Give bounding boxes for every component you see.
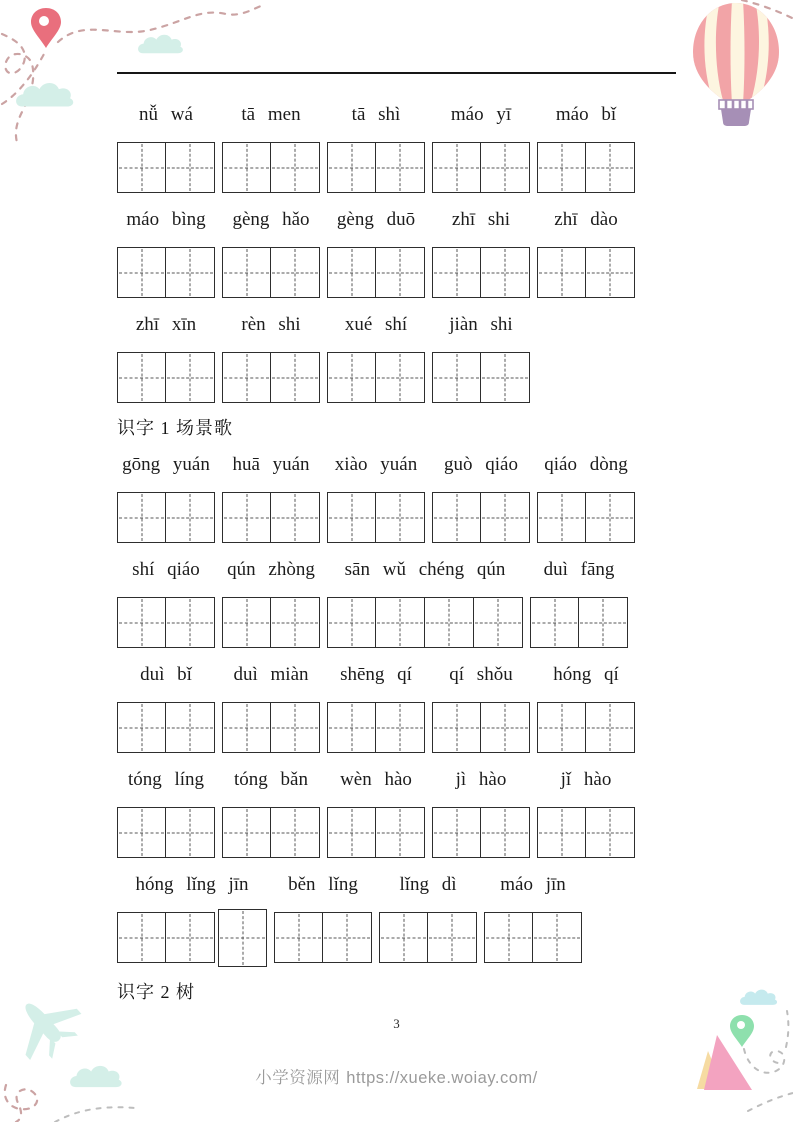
word-group [117,101,215,193]
writing-cell[interactable] [586,492,635,543]
writing-grids [484,912,582,963]
writing-cell[interactable] [117,247,166,298]
pinyin-word-row [117,766,677,858]
writing-grids [117,912,267,967]
writing-cell[interactable] [222,702,271,753]
cloud-icon [740,990,777,1005]
pinyin-label: shí qiáo [132,559,200,580]
word-group [327,556,523,648]
word-group [117,206,215,298]
writing-cell[interactable] [474,597,523,648]
writing-grid [530,597,628,648]
writing-cell[interactable] [222,807,271,858]
writing-cell[interactable] [481,247,530,298]
writing-cell[interactable] [376,702,425,753]
writing-cell[interactable] [327,247,376,298]
writing-grids [117,247,215,298]
writing-grids [327,492,425,543]
pinyin-label: zhī shi [451,209,511,230]
writing-grid [537,702,635,753]
writing-cell[interactable] [376,807,425,858]
writing-cell[interactable] [481,702,530,753]
writing-grids [530,597,628,648]
writing-grids [327,142,425,193]
writing-grids [222,352,320,403]
pinyin-label: máo yī [450,104,512,125]
word-group [117,661,215,753]
word-group [117,451,215,543]
cloud-icon [138,35,183,53]
content-blocks [117,101,677,1004]
writing-cell[interactable] [166,492,215,543]
writing-cell[interactable] [327,352,376,403]
writing-grid [222,142,320,193]
pinyin-label: jiàn shi [449,314,513,335]
writing-grid [222,352,320,403]
writing-grids [327,247,425,298]
pinyin-word-row [117,206,677,298]
writing-cell[interactable] [271,142,320,193]
writing-cell[interactable] [327,702,376,753]
writing-grid [117,807,215,858]
writing-cell[interactable] [222,247,271,298]
writing-cell[interactable] [117,807,166,858]
writing-grids [432,807,530,858]
writing-cell[interactable] [117,702,166,753]
writing-grid [327,247,425,298]
footer-site-name: 小学资源网 [255,1069,341,1087]
writing-cell[interactable] [117,142,166,193]
writing-grid [327,702,425,753]
writing-cell[interactable] [432,807,481,858]
pinyin-label: xué shí [344,314,408,335]
writing-cell[interactable] [537,142,586,193]
writing-cell[interactable] [271,352,320,403]
writing-grid [327,352,425,403]
writing-cell[interactable] [327,142,376,193]
word-group [327,206,425,298]
writing-grid [117,912,215,967]
pinyin-word-row [117,451,677,543]
writing-cell[interactable] [376,492,425,543]
writing-grid [432,352,530,403]
word-group [327,661,425,753]
pinyin-label: jì hào [455,769,507,790]
writing-cell[interactable] [117,492,166,543]
writing-grid [432,702,530,753]
pinyin-label: lǐng dì [399,874,457,895]
pinyin-label: máo jīn [500,874,566,895]
pinyin-word-row [117,556,677,648]
red-location-pin-icon [31,8,61,48]
writing-cell[interactable] [166,352,215,403]
writing-cell[interactable] [376,247,425,298]
page-number: 3 [393,1016,400,1031]
writing-cell[interactable] [481,352,530,403]
cloud-icon [16,83,73,106]
pinyin-label: hóng qí [553,664,619,685]
word-group [537,451,635,543]
writing-cell[interactable] [271,492,320,543]
writing-cell[interactable] [222,352,271,403]
writing-cell[interactable] [586,142,635,193]
writing-cell[interactable] [166,142,215,193]
writing-cell[interactable] [586,807,635,858]
writing-cell[interactable] [432,352,481,403]
writing-grids [432,142,530,193]
writing-cell[interactable] [537,492,586,543]
writing-grids [537,702,635,753]
writing-grids [117,142,215,193]
writing-grids [222,492,320,543]
writing-grid [379,912,477,963]
pinyin-label: tóng bǎn [234,769,308,790]
word-group [432,311,530,403]
word-group [222,766,320,858]
writing-cell[interactable] [271,702,320,753]
pinyin-label: gōng yuán [122,454,210,475]
writing-grid [327,142,425,193]
pinyin-label: gèng duō [336,209,416,230]
word-group [432,766,530,858]
writing-cell[interactable] [428,912,477,963]
pinyin-label: máo bǐ [555,104,617,125]
word-group [327,451,425,543]
header-rule [117,72,676,74]
writing-cell[interactable] [481,492,530,543]
pinyin-label: běn lǐng [288,874,358,895]
writing-cell[interactable] [484,912,533,963]
word-group [222,311,320,403]
writing-grid [117,142,215,193]
writing-grid [327,597,523,648]
writing-grid [117,702,215,753]
writing-grids [117,702,215,753]
word-group [117,871,267,967]
pinyin-label: jǐ hào [560,769,612,790]
writing-grids [432,702,530,753]
word-group [327,101,425,193]
pinyin-word-row [117,661,677,753]
writing-cell[interactable] [166,247,215,298]
word-group [222,206,320,298]
writing-grids [274,912,372,963]
writing-grids [537,142,635,193]
writing-cell[interactable] [274,912,323,963]
pinyin-label: máo bìng [126,209,206,230]
pinyin-word-row [117,311,677,403]
writing-cell[interactable] [376,597,425,648]
writing-grids [222,247,320,298]
writing-cell[interactable] [537,247,586,298]
writing-cell[interactable] [166,702,215,753]
writing-grid [222,492,320,543]
hot-air-balloon-decoration [680,0,793,128]
writing-cell[interactable] [271,807,320,858]
writing-grids [537,807,635,858]
writing-grid [218,912,267,967]
word-group [537,206,635,298]
writing-grids [222,702,320,753]
writing-cell[interactable] [533,912,582,963]
pinyin-label: shēng qí [340,664,412,685]
word-group [327,311,425,403]
writing-cell[interactable] [117,352,166,403]
writing-grid [432,142,530,193]
writing-cell[interactable] [586,702,635,753]
pinyin-label: tóng líng [127,769,205,790]
writing-grid [537,247,635,298]
word-group [222,661,320,753]
writing-grids [222,807,320,858]
word-group [222,451,320,543]
writing-cell[interactable] [222,597,271,648]
writing-cell[interactable] [117,597,166,648]
writing-grids [117,352,215,403]
writing-cell[interactable] [376,142,425,193]
pinyin-word-row [117,101,677,193]
pinyin-label: qún zhòng [227,559,315,580]
writing-grid [222,597,320,648]
writing-cell[interactable] [323,912,372,963]
pinyin-label: rèn shi [241,314,301,335]
writing-cell[interactable] [222,492,271,543]
writing-cell[interactable] [586,247,635,298]
writing-cell[interactable] [537,807,586,858]
writing-grids [117,492,215,543]
word-group [117,556,215,648]
section-heading: 识字 2 树 [117,982,195,1002]
pinyin-word-row [117,871,677,967]
word-group [117,766,215,858]
pinyin-label: hóng lǐng jīn [135,874,249,895]
pinyin-label: wèn hào [340,769,412,790]
pinyin-label: zhī xīn [135,314,197,335]
writing-cell[interactable] [530,597,579,648]
word-group [379,871,477,967]
writing-cell[interactable] [432,492,481,543]
writing-grid [117,247,215,298]
writing-cell[interactable] [481,807,530,858]
worksheet-content [117,72,677,1015]
word-group [274,871,372,967]
writing-grid [432,492,530,543]
writing-grids [117,597,215,648]
writing-cell[interactable] [432,702,481,753]
writing-grid [432,807,530,858]
writing-cell[interactable] [166,912,215,963]
writing-grids [327,807,425,858]
writing-cell[interactable] [166,597,215,648]
word-group [327,766,425,858]
writing-grids [222,142,320,193]
word-group [484,871,582,967]
writing-cell[interactable] [327,597,376,648]
writing-cell[interactable] [376,352,425,403]
writing-grid [222,807,320,858]
pinyin-label: huā yuán [232,454,310,475]
writing-grids [327,597,523,648]
pinyin-label: nǚ wá [139,104,193,125]
pinyin-label: sān wǔ chéng qún [344,559,506,580]
writing-cell[interactable] [218,909,267,967]
pinyin-label: guò qiáo [444,454,518,475]
writing-cell[interactable] [327,807,376,858]
writing-grid [537,142,635,193]
word-group [537,766,635,858]
pinyin-label: zhī dào [554,209,618,230]
word-group [432,206,530,298]
writing-grid [327,492,425,543]
word-group [432,661,530,753]
writing-grid [432,247,530,298]
pinyin-label: duì fāng [543,559,615,580]
writing-cell[interactable] [327,492,376,543]
word-group [432,101,530,193]
word-group [537,661,635,753]
writing-cell[interactable] [222,142,271,193]
writing-grids [379,912,477,963]
writing-cell[interactable] [271,597,320,648]
pinyin-label: duì miàn [233,664,309,685]
word-group [222,556,320,648]
pinyin-label: qí shǒu [449,664,513,685]
word-group [432,451,530,543]
writing-grid [222,247,320,298]
writing-grids [327,702,425,753]
writing-grid [537,492,635,543]
writing-grid [222,702,320,753]
writing-grid [117,597,215,648]
writing-cell[interactable] [537,702,586,753]
writing-cell[interactable] [271,247,320,298]
writing-grid [327,807,425,858]
writing-grid [117,352,215,403]
word-group [537,101,635,193]
writing-cell[interactable] [432,247,481,298]
writing-grids [432,247,530,298]
word-group [117,311,215,403]
word-group [530,556,628,648]
footer-url: https://xueke.woiay.com/ [346,1069,538,1087]
writing-grids [222,597,320,648]
writing-grid [537,807,635,858]
pinyin-label: tā shì [351,104,401,125]
writing-grids [537,492,635,543]
pinyin-label: gèng hǎo [232,209,310,230]
word-group [222,101,320,193]
writing-cell[interactable] [379,912,428,963]
writing-grids [117,807,215,858]
writing-grids [432,492,530,543]
pinyin-label: xiào yuán [334,454,418,475]
section-heading: 识字 1 场景歌 [117,418,233,438]
footer [0,1064,793,1088]
writing-cell[interactable] [117,912,166,963]
pinyin-label: duì bǐ [140,664,192,685]
writing-grids [432,352,530,403]
pinyin-label: tā men [241,104,301,125]
writing-cell[interactable] [166,807,215,858]
writing-grids [327,352,425,403]
writing-grid [484,912,582,963]
writing-grid [274,912,372,963]
pinyin-label: qiáo dòng [544,454,628,475]
writing-cell[interactable] [579,597,628,648]
writing-cell[interactable] [432,142,481,193]
writing-grids [537,247,635,298]
writing-grid [117,492,215,543]
writing-cell[interactable] [481,142,530,193]
writing-cell[interactable] [425,597,474,648]
